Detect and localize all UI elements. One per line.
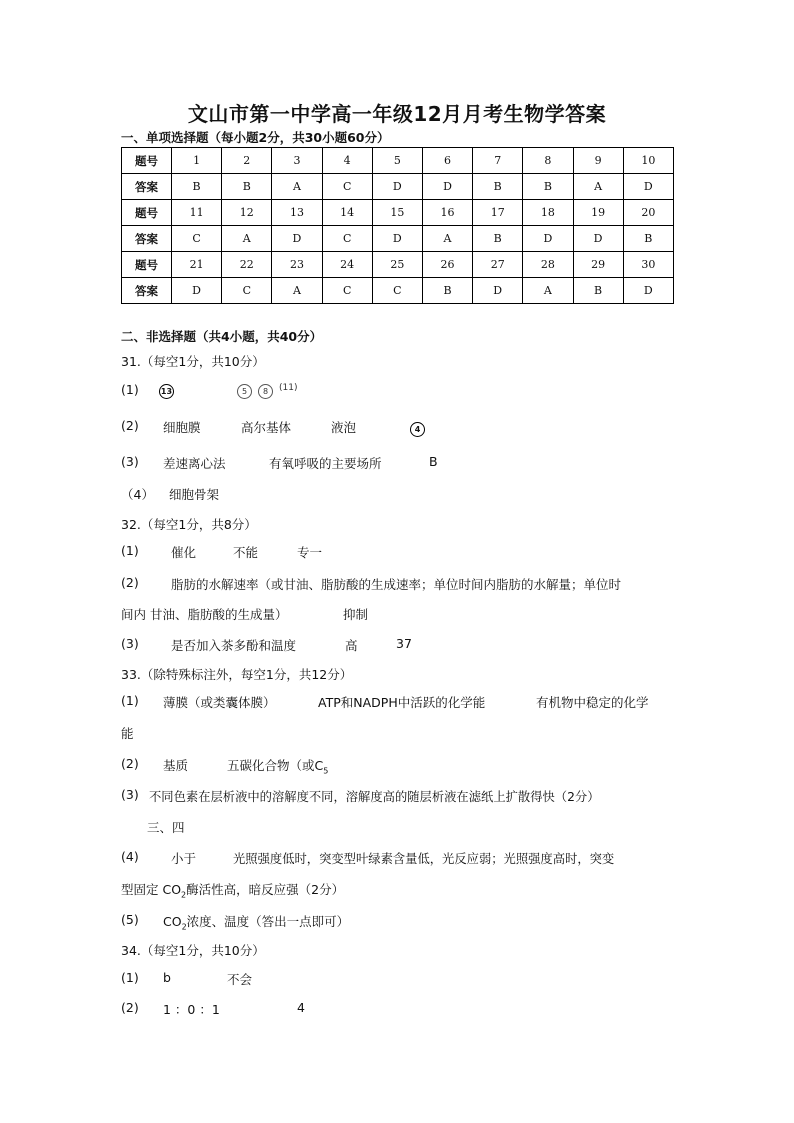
question-number-row (122, 200, 674, 226)
answer-text: 液泡 (331, 420, 357, 435)
row-label: 题号 (122, 252, 172, 278)
question-number-cell: 5 (372, 148, 422, 174)
question-number-cell: 14 (322, 200, 372, 226)
item-number: (5) (121, 912, 139, 927)
answer-text: 三、四 (147, 820, 185, 835)
answer-cell: B (573, 278, 623, 304)
answer-text: 抑制 (343, 607, 369, 622)
answer-cell: A (422, 226, 472, 252)
question-number-cell: 29 (573, 252, 623, 278)
answer-cell: A (222, 226, 272, 252)
section-heading-single-choice: 一、单项选择题（每小题2分，共30小题60分） (121, 130, 390, 145)
question-number-cell: 15 (372, 200, 422, 226)
answer-text: 差速离心法 (163, 456, 226, 471)
question-number-cell: 8 (523, 148, 573, 174)
answer-text: 小于 (171, 851, 197, 866)
answer-text: 浓度、温度（答出一点即可） (186, 914, 350, 929)
q33-answer-1-cont: 能 (121, 726, 134, 741)
question-number-cell: 16 (422, 200, 472, 226)
answer-cell: B (523, 174, 573, 200)
answer-cell: D (623, 174, 673, 200)
answer-text: 37 (396, 636, 412, 651)
subscript: 2 (181, 922, 187, 932)
item-number: (1) (121, 693, 139, 708)
answer-text: 细胞骨架 (169, 487, 220, 502)
answer-text: 型固定 CO (121, 882, 182, 897)
answer-cell: D (623, 278, 673, 304)
answer-text: b (163, 970, 171, 985)
answer-cell: D (573, 226, 623, 252)
subscript: 2 (181, 890, 187, 900)
question-number-cell: 10 (623, 148, 673, 174)
question-number-cell: 30 (623, 252, 673, 278)
circled-number-13: 13 (159, 384, 174, 399)
question-number-cell: 2 (222, 148, 272, 174)
answer-cell: B (172, 174, 222, 200)
answer-cell: C (322, 226, 372, 252)
question-number-cell: 3 (272, 148, 322, 174)
item-number: (1) (121, 382, 139, 397)
item-number: (4) (121, 849, 139, 864)
answer-cell: A (272, 278, 322, 304)
question-number-cell: 24 (322, 252, 372, 278)
answer-cell: B (222, 174, 272, 200)
answer-cell: D (422, 174, 472, 200)
question-number-cell: 22 (222, 252, 272, 278)
question-number-cell: 23 (272, 252, 322, 278)
answer-text: 光照强度低时，突变型叶绿素含量低，光反应弱；光照强度高时，突变 (233, 852, 615, 866)
answer-text: 高 (345, 638, 358, 653)
q31-heading: 31.（每空1分，共10分） (121, 354, 265, 369)
question-number-cell: 13 (272, 200, 322, 226)
answer-cell: A (573, 174, 623, 200)
document-title: 文山市第一中学高一年级12月月考生物学答案 (187, 102, 607, 126)
question-number-cell: 27 (473, 252, 523, 278)
answer-text: 基质 (163, 758, 189, 773)
row-label: 答案 (122, 226, 172, 252)
item-number: (1) (121, 970, 139, 985)
answer-table (121, 147, 674, 304)
question-number-cell: 25 (372, 252, 422, 278)
answer-text: 五碳化合物（或C (227, 758, 324, 773)
answer-row (122, 174, 674, 200)
row-label: 答案 (122, 278, 172, 304)
answer-cell: B (473, 226, 523, 252)
row-label: 题号 (122, 148, 172, 174)
answer-text: 4 (297, 1000, 305, 1015)
item-number: (3) (121, 636, 139, 651)
question-number-cell: 17 (473, 200, 523, 226)
answer-cell: C (372, 278, 422, 304)
answer-cell: B (473, 174, 523, 200)
q34-heading: 34.（每空1分，共10分） (121, 943, 265, 958)
question-number-cell: 11 (172, 200, 222, 226)
answer-text: 不能 (233, 545, 259, 560)
answer-cell: D (172, 278, 222, 304)
subscript: 5 (323, 766, 329, 776)
question-number-cell: 28 (523, 252, 573, 278)
answer-text: B (429, 454, 438, 469)
question-number-cell: 9 (573, 148, 623, 174)
question-number-cell: 19 (573, 200, 623, 226)
answer-text: ATP和NADPH中活跃的化学能 (318, 695, 486, 710)
item-number: （4） (121, 487, 154, 502)
parenthesized-number-11: 11 (282, 383, 294, 393)
item-number: (2) (121, 1000, 139, 1015)
answer-cell: B (422, 278, 472, 304)
answer-row (122, 278, 674, 304)
row-label: 题号 (122, 200, 172, 226)
answer-cell: D (523, 226, 573, 252)
answer-cell: D (372, 226, 422, 252)
answer-text: 细胞膜 (163, 420, 201, 435)
answer-text: 脂肪的水解速率（或甘油、脂肪酸的生成速率；单位时间内脂肪的水解量；单位时 (171, 577, 622, 592)
circled-number-8: 8 (258, 384, 273, 399)
answer-text: 高尔基体 (241, 420, 292, 435)
q33-heading: 33.（除特殊标注外，每空1分，共12分） (121, 667, 353, 682)
answer-cell: C (172, 226, 222, 252)
question-number-cell: 12 (222, 200, 272, 226)
answer-text: 有机物中稳定的化学 (536, 695, 649, 710)
answer-text: 间内 甘油、脂肪酸的生成量） (121, 607, 288, 622)
answer-text: 1 ：0 ：1 (163, 1002, 220, 1017)
answer-cell: C (322, 174, 372, 200)
section-heading-non-choice: 二、非选择题（共4小题，共40分） (121, 329, 323, 344)
answer-text: 催化 (171, 545, 197, 560)
question-number-cell: 4 (322, 148, 372, 174)
answer-text: 不会 (227, 972, 253, 987)
question-number-cell: 21 (172, 252, 222, 278)
question-number-row (122, 148, 674, 174)
item-number: (2) (121, 756, 139, 771)
circled-number-5: 5 (237, 384, 252, 399)
answer-text: 专一 (297, 545, 323, 560)
question-number-cell: 7 (473, 148, 523, 174)
question-number-cell: 26 (422, 252, 472, 278)
answer-cell: A (272, 174, 322, 200)
row-label: 答案 (122, 174, 172, 200)
question-number-cell: 1 (172, 148, 222, 174)
item-number: (3) (121, 454, 139, 469)
answer-cell: B (623, 226, 673, 252)
item-number: (2) (121, 575, 139, 590)
answer-text: CO (163, 914, 182, 929)
question-number-row (122, 252, 674, 278)
q32-heading: 32.（每空1分，共8分） (121, 517, 257, 532)
question-number-cell: 18 (523, 200, 573, 226)
item-number: (1) (121, 543, 139, 558)
answer-text: 是否加入茶多酚和温度 (171, 638, 297, 653)
answer-cell: D (272, 226, 322, 252)
question-number-cell: 20 (623, 200, 673, 226)
answer-cell: D (473, 278, 523, 304)
answer-cell: D (372, 174, 422, 200)
item-number: (2) (121, 418, 139, 433)
answer-text: 不同色素在层析液中的溶解度不同，溶解度高的随层析液在滤纸上扩散得快（2分） (149, 790, 600, 804)
answer-cell: C (322, 278, 372, 304)
q33-answer-4-cont (121, 880, 344, 900)
answer-text: 有氧呼吸的主要场所 (269, 456, 382, 471)
item-number: (3) (121, 787, 139, 802)
answer-text: 酶活性高，暗反应强（2分） (186, 882, 345, 897)
answer-cell: C (222, 278, 272, 304)
question-number-cell: 6 (422, 148, 472, 174)
answer-text: 薄膜（或类囊体膜） (163, 695, 276, 710)
answer-cell: A (523, 278, 573, 304)
answer-row (122, 226, 674, 252)
circled-number-4: 4 (410, 422, 425, 437)
